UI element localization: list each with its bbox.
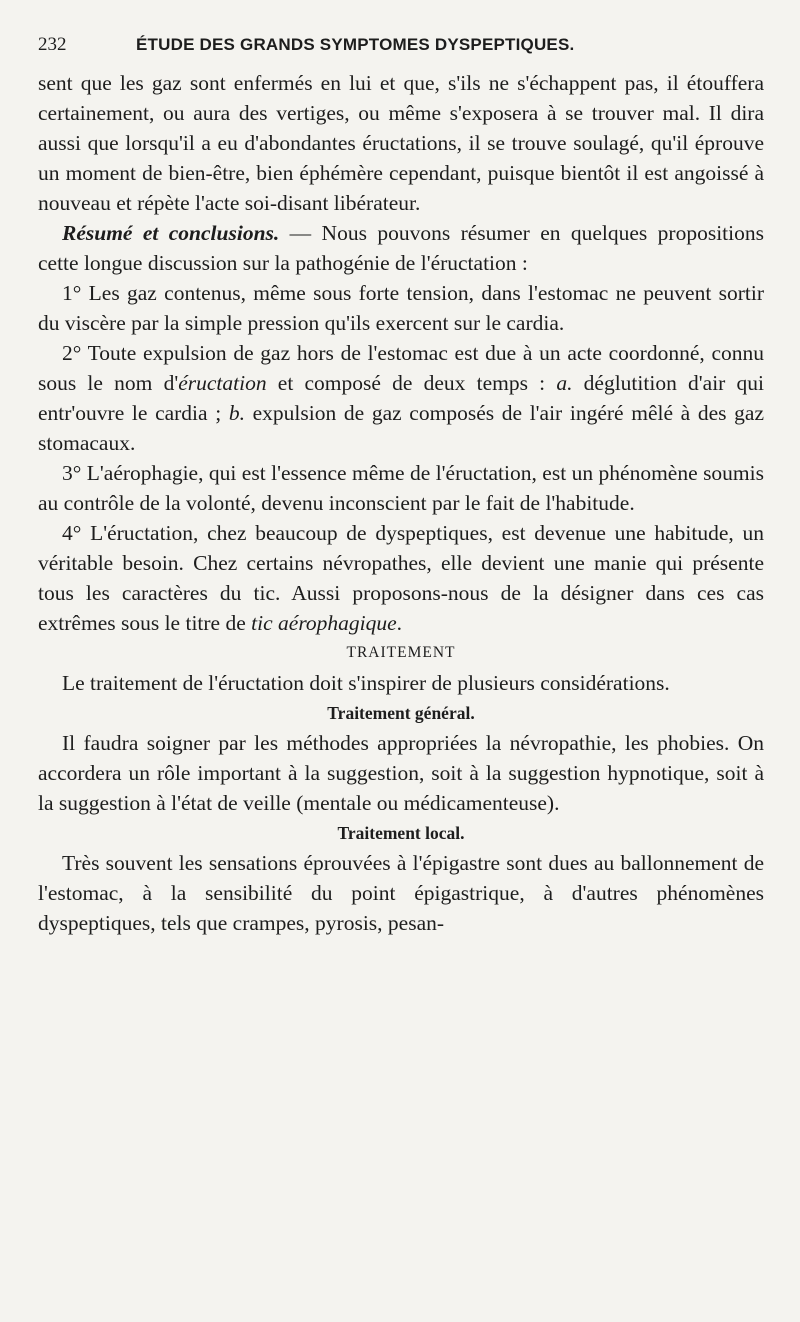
point2-text-a: 2° Toute expulsion de gaz hors de l'estomac est due à un acte coordonné, connu sous le nom d' [38, 341, 764, 395]
point4-term: tic aérophagique [251, 611, 397, 635]
conclusion-point-2 [38, 338, 764, 458]
point2-text-b: et composé de deux temps : [266, 371, 557, 395]
subheading-general-treatment: Traitement général. [327, 703, 475, 723]
conclusion-point-4 [38, 518, 764, 638]
conclusion-point-1: 1° Les gaz contenus, même sous forte tension, dans l'estomac ne peuvent sortir du viscère par la simple pression qu'ils exercent sur le cardia. [38, 281, 764, 335]
treatment-intro-paragraph: Le traitement de l'éructation doit s'inspirer de plusieurs considérations. [62, 671, 670, 695]
running-title: ÉTUDE DES GRANDS SYMPTOMES DYSPEPTIQUES. [136, 35, 575, 54]
page-number: 232 [38, 34, 67, 55]
page-body [38, 68, 764, 938]
page-header [38, 34, 778, 56]
point4-text-b: . [396, 611, 403, 635]
point2-term: éructation [178, 371, 267, 395]
summary-intro: — Nous pouvons résumer en quelques propositions cette longue discussion sur la pathogénie de l'éructation : [38, 221, 764, 275]
point2-label-b: b. [228, 401, 245, 425]
continuation-paragraph: sent que les gaz sont enfermés en lui et que, s'ils ne s'échappent pas, il étouffera certainement, ou aura des vertiges, ou même s'exposera à se trouver mal. Il dira aussi que lorsqu'il a eu d'abondantes éructations, il se trouve soulagé, qu'il éprouve un moment de bien-être, bien éphémère cependant, puisque bientôt il est angoissé à nouveau et répète l'acte soi-disant libérateur. [38, 71, 764, 215]
point2-text-c: déglutition d'air qui entr'ouvre le cardia ; [38, 371, 765, 425]
point4-text-a: 4° L'éructation, chez beaucoup de dyspeptiques, est devenue une habitude, un véritable besoin. Chez certains névropathes, elle devient une manie qui présente tous les caractères du tic. Aussi proposons-nous de la désigner dans ces cas extrêmes sous le titre de [38, 521, 764, 635]
point2-text-d: expulsion de gaz composés de l'air ingéré mêlé à des gaz stomacaux. [38, 401, 764, 455]
point2-label-a: a. [556, 371, 573, 395]
section-heading-traitement: TRAITEMENT [346, 644, 456, 661]
local-treatment-paragraph: Très souvent les sensations éprouvées à l'épigastre sont dues au ballonnement de l'estomac, à la sensibilité du point épigastrique, à d'autres phénomènes dyspeptiques, tels que crampes, pyrosis, pesan- [38, 851, 764, 935]
conclusion-point-3: 3° L'aérophagie, qui est l'essence même de l'éructation, est un phénomène soumis au contrôle de la volonté, devenu inconscient par le fait de l'habitude. [38, 461, 764, 515]
summary-paragraph [38, 218, 764, 278]
summary-heading: Résumé et conclusions. [62, 221, 280, 245]
subheading-local-treatment: Traitement local. [337, 823, 465, 843]
general-treatment-paragraph: Il faudra soigner par les méthodes appropriées la névropathie, les phobies. On accordera un rôle important à la suggestion, soit à la suggestion hypnotique, soit à la suggestion à l'état de veille (mentale ou médicamenteuse). [38, 731, 764, 815]
